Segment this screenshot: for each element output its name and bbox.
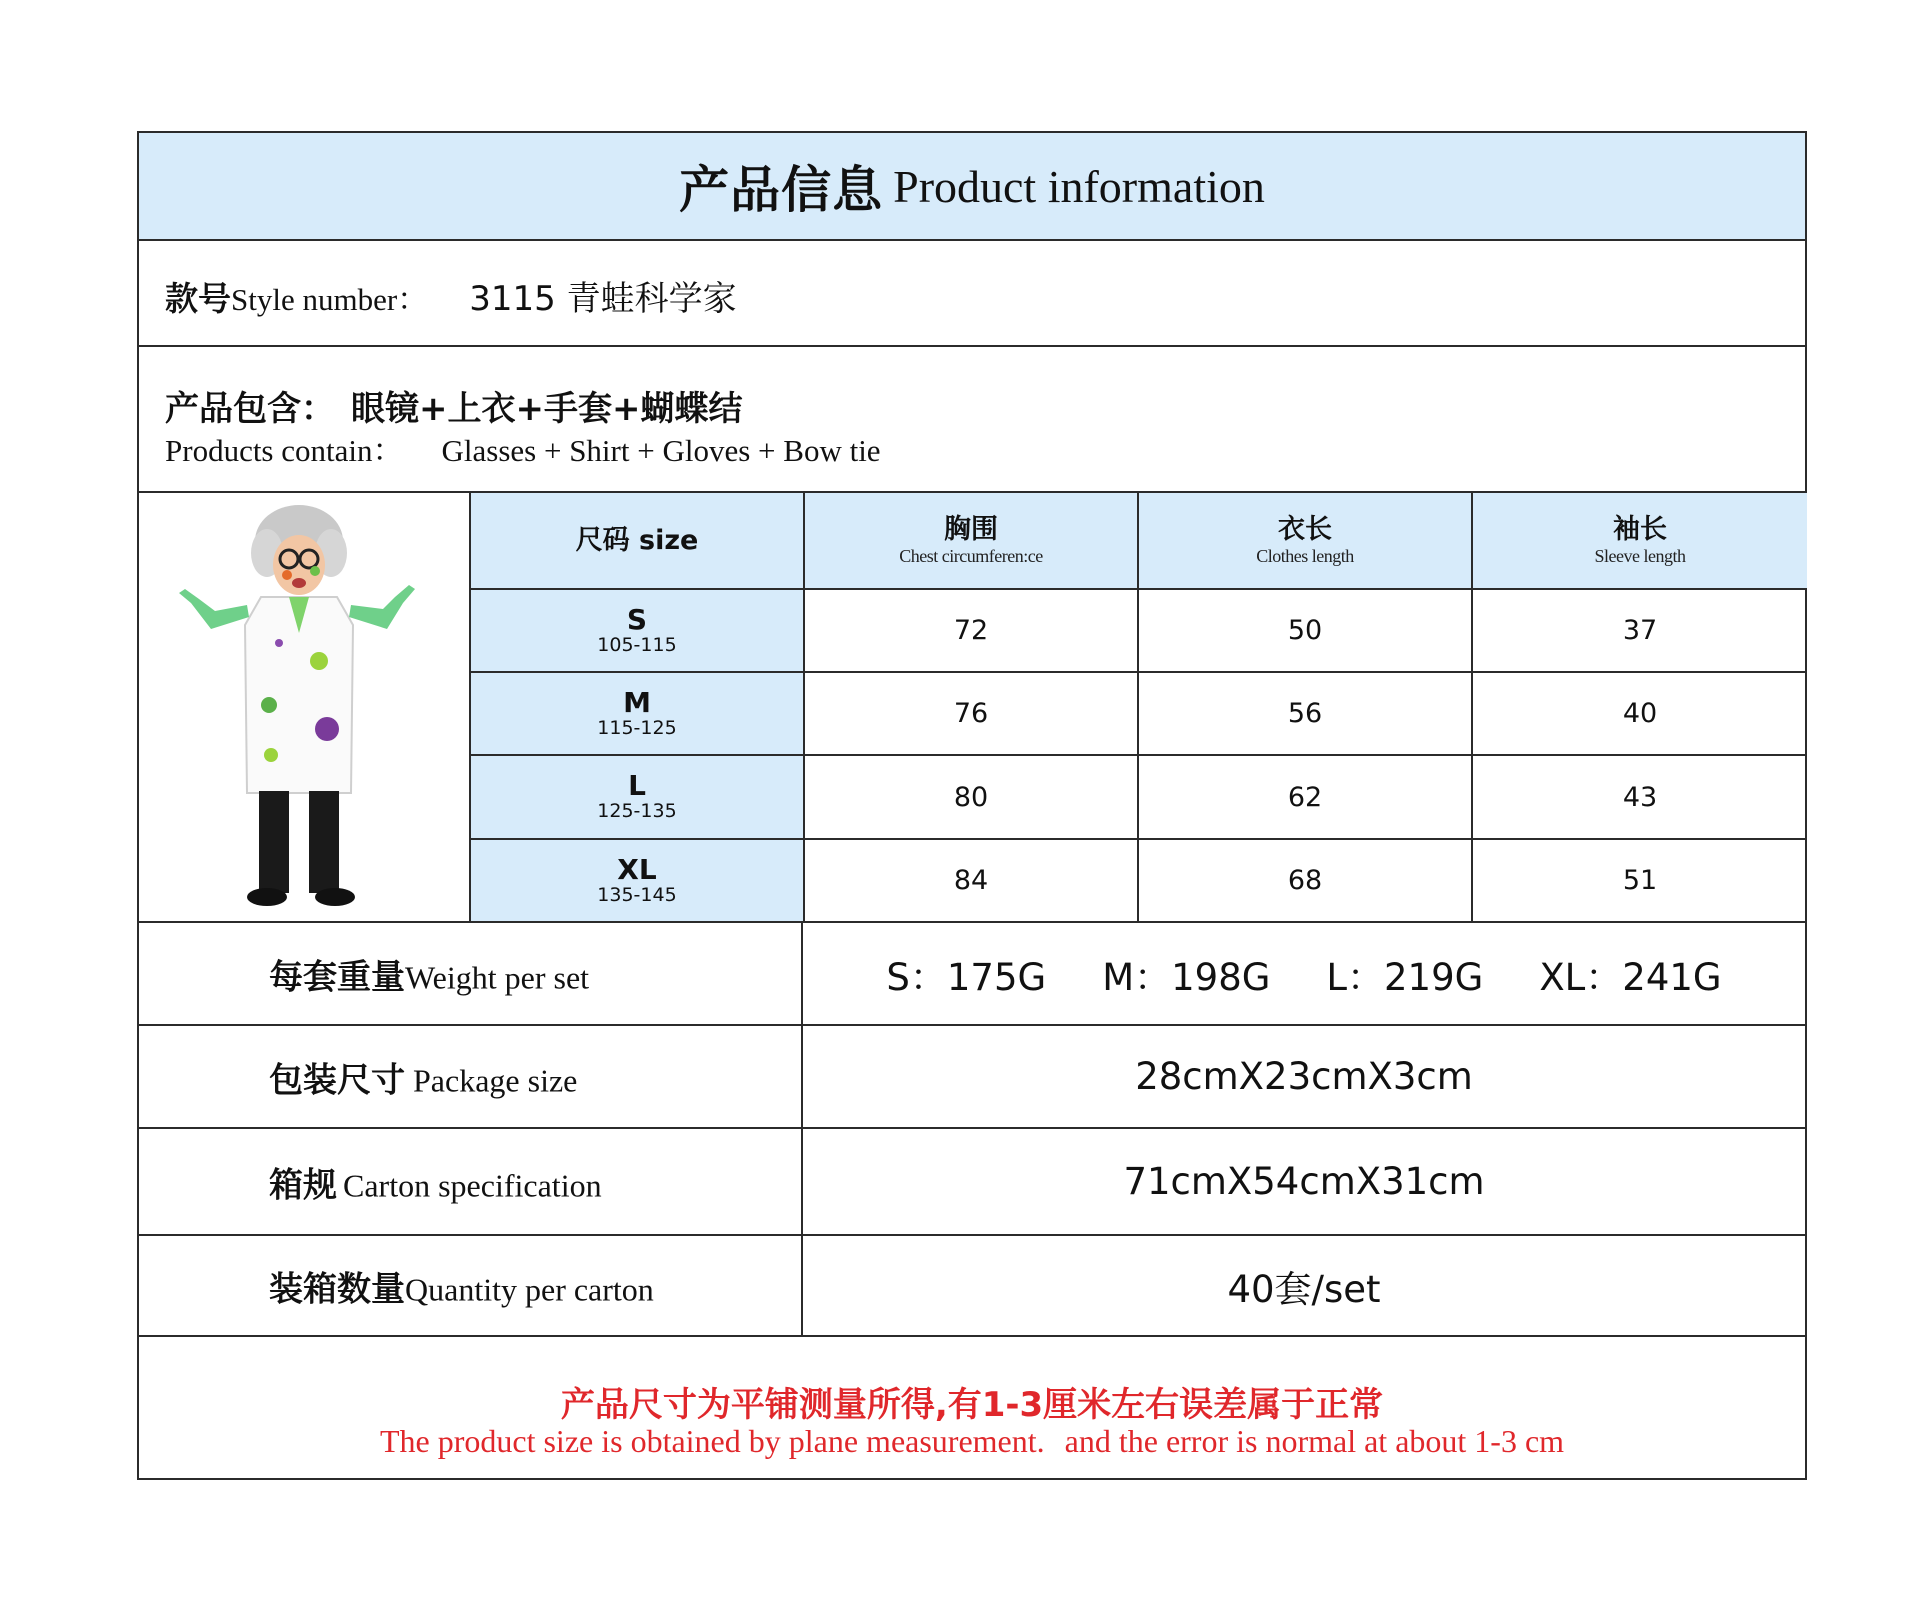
size-cell — [471, 589, 804, 672]
note-en — [139, 1423, 1805, 1460]
package-label-cell — [139, 1026, 803, 1127]
carton-row — [139, 1129, 1805, 1236]
size-height: 105-115 — [597, 633, 677, 656]
length-value: 56 — [1138, 672, 1472, 755]
size-table — [471, 493, 1807, 921]
contents-value-en: Glasses + Shirt + Gloves + Bow tie — [441, 433, 881, 468]
style-number-row — [139, 241, 1805, 347]
table-row — [471, 589, 1807, 672]
sleeve-value: 43 — [1472, 755, 1807, 839]
header — [139, 133, 1805, 241]
header-length — [1138, 493, 1472, 589]
size-label: L — [628, 769, 646, 802]
style-label-en: Style number： — [231, 282, 429, 317]
weight-m: M：198G — [1102, 955, 1271, 999]
contents-zh — [165, 381, 742, 430]
weight-s: S：175G — [886, 955, 1047, 999]
carton-label-cell — [139, 1129, 803, 1234]
size-label: M — [623, 685, 651, 719]
note-row — [139, 1337, 1805, 1480]
size-height: 135-145 — [597, 883, 677, 906]
size-cell — [471, 755, 804, 839]
sleeve-value: 37 — [1472, 589, 1807, 672]
note-en-part2: and the error is normal at about 1-3 cm — [1064, 1423, 1565, 1459]
carton-label-zh: 箱规 — [269, 1165, 337, 1205]
size-label: XL — [617, 852, 657, 886]
table-row — [471, 672, 1807, 755]
package-row — [139, 1026, 1805, 1129]
weight-xl: XL：241G — [1539, 955, 1722, 999]
scientist-costume-image — [139, 493, 469, 921]
style-value: 3115 青蛙科学家 — [469, 279, 737, 319]
package-value: 28cmX23cmX3cm — [1135, 1055, 1473, 1098]
header-sleeve-zh: 袖长 — [1613, 514, 1667, 545]
header-size-label: 尺码 size — [575, 524, 699, 556]
size-height: 115-125 — [597, 716, 677, 739]
product-photo — [139, 493, 471, 921]
quantity-row — [139, 1236, 1805, 1337]
size-cell — [471, 839, 804, 921]
quantity-label-en: Quantity per carton — [405, 1271, 654, 1307]
package-label-zh: 包装尺寸 — [269, 1060, 405, 1100]
header-chest — [804, 493, 1138, 589]
style-label-zh: 款号 — [165, 279, 231, 318]
chest-value: 84 — [804, 839, 1138, 921]
header-length-en: Clothes length — [1256, 546, 1354, 566]
table-row — [471, 755, 1807, 839]
weight-l: L：219G — [1326, 955, 1484, 999]
quantity-label-zh: 装箱数量 — [269, 1269, 405, 1309]
chest-value: 76 — [804, 672, 1138, 755]
length-value: 50 — [1138, 589, 1472, 672]
contents-label-en: Products contain： — [165, 433, 404, 468]
header-length-zh: 衣长 — [1278, 514, 1332, 545]
length-value: 62 — [1138, 755, 1472, 839]
contents-label-zh: 产品包含： — [165, 389, 335, 429]
title-en: Product information — [893, 160, 1265, 212]
carton-value: 71cmX54cmX31cm — [1123, 1160, 1485, 1203]
table-row — [471, 839, 1807, 921]
weight-values — [803, 923, 1805, 1024]
contents-value-zh: 眼镜+上衣+手套+蝴蝶结 — [351, 389, 743, 429]
package-label-en: Package size — [413, 1062, 578, 1098]
chest-value: 80 — [804, 755, 1138, 839]
weight-label-en: Weight per set — [405, 959, 590, 995]
product-info-sheet — [137, 131, 1807, 1480]
size-table-header — [471, 493, 1807, 589]
title-zh: 产品信息 — [679, 161, 884, 219]
size-label: S — [626, 602, 648, 636]
weight-row — [139, 923, 1805, 1026]
header-sleeve — [1472, 493, 1807, 589]
header-chest-en: Chest circumferen:ce — [899, 546, 1043, 566]
header-chest-zh: 胸围 — [944, 514, 998, 545]
header-sleeve-en: Sleeve length — [1594, 546, 1686, 566]
size-cell — [471, 672, 804, 755]
quantity-label-cell — [139, 1236, 803, 1335]
weight-label-cell — [139, 923, 803, 1024]
length-value: 68 — [1138, 839, 1472, 921]
weight-label-zh: 每套重量 — [269, 957, 405, 997]
header-size — [471, 493, 804, 589]
quantity-value: 40套/set — [1227, 1267, 1381, 1311]
style-number — [165, 271, 737, 320]
note-en-part1: The product size is obtained by plane measurement. — [379, 1423, 1045, 1459]
note-zh: 产品尺寸为平铺测量所得,有1-3厘米左右误差属于正常 — [560, 1385, 1384, 1425]
sleeve-value: 51 — [1472, 839, 1807, 921]
chest-value: 72 — [804, 589, 1138, 672]
sleeve-value: 40 — [1472, 672, 1807, 755]
carton-label-en: Carton specification — [343, 1167, 602, 1203]
contents-en — [165, 425, 881, 470]
size-height: 125-135 — [597, 800, 677, 822]
size-table-row — [139, 493, 1805, 923]
contents-row — [139, 347, 1805, 493]
